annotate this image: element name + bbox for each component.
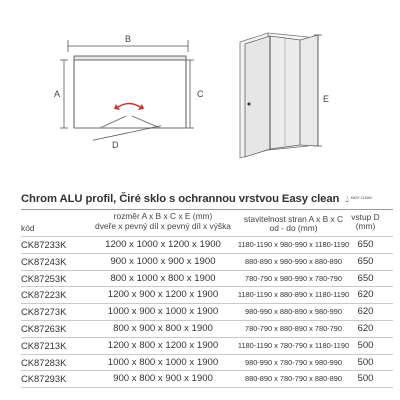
cell-inlet: 500 xyxy=(357,373,374,385)
water-drop-icon: 💧︎ xyxy=(345,193,349,204)
cell-inlet: 650 xyxy=(357,239,374,250)
cell-code: CK87263K xyxy=(21,322,67,334)
label-e: E xyxy=(323,94,330,104)
cell-adjust: 1180-1190 x 780-790 x 1180-1190 xyxy=(237,340,350,350)
easy-clean-badge xyxy=(345,193,372,204)
cell-dims: 1000 x 900 x 1000 x 1900 xyxy=(107,306,219,318)
cell-code: CK87273K xyxy=(21,306,67,318)
spec-table xyxy=(21,209,393,388)
cell-adjust: 780-790 x 980-990 x 780-790 xyxy=(245,273,342,283)
table-header xyxy=(21,209,393,236)
label-c: C xyxy=(197,89,204,99)
cell-code: CK87253K xyxy=(21,272,67,284)
table-heading xyxy=(21,190,391,208)
table-row xyxy=(21,236,393,253)
easy-clean-badge-text: EASY CLEAN xyxy=(350,196,372,201)
cell-code: CK87293K xyxy=(21,373,67,385)
table-row xyxy=(21,337,393,354)
table-row xyxy=(21,303,393,320)
cell-dims: 1000 x 800 x 1000 x 1900 xyxy=(107,356,219,368)
cell-dims: 1200 x 1000 x 1200 x 1900 xyxy=(105,239,221,250)
header-inlet-line1: vstup D xyxy=(351,212,380,222)
cell-inlet: 620 xyxy=(357,289,374,301)
cell-adjust: 980-990 x 880-890 x 980-990 xyxy=(245,307,342,317)
cell-dims: 800 x 900 x 800 x 1900 xyxy=(113,322,213,334)
header-code: kód xyxy=(21,223,35,233)
cell-adjust: 1180-1190 x 980-990 x 1180-1190 xyxy=(237,240,350,249)
table-row xyxy=(21,320,393,337)
cell-code: CK87243K xyxy=(21,255,67,267)
table-row xyxy=(21,253,393,270)
cell-inlet: 500 xyxy=(357,339,374,351)
cell-adjust: 980-990 x 780-790 x 980-990 xyxy=(245,357,342,367)
cell-dims: 900 x 1000 x 900 x 1900 xyxy=(110,255,216,267)
header-dims-line1: rozměr A x B x C x E (mm) xyxy=(113,211,213,221)
cell-dims: 1200 x 800 x 1200 x 1900 xyxy=(107,339,219,351)
shower-diagram xyxy=(0,0,400,175)
cell-inlet: 650 xyxy=(357,272,374,284)
cell-inlet: 500 xyxy=(357,356,374,368)
cell-dims: 800 x 1000 x 800 x 1900 xyxy=(110,272,216,284)
cell-adjust: 880-890 x 780-790 x 880-890 xyxy=(245,374,342,384)
header-adjust-line2: od - do (mm) xyxy=(269,223,318,233)
cell-dims: 1200 x 900 x 1200 x 1900 xyxy=(107,289,219,301)
table-row xyxy=(21,286,393,303)
table-row xyxy=(21,354,393,371)
cell-code: CK87223K xyxy=(21,289,67,301)
table-row xyxy=(21,270,393,287)
cell-adjust: 780-790 x 880-890 x 780-790 xyxy=(245,323,342,333)
label-b: B xyxy=(125,34,132,44)
label-d: D xyxy=(112,140,119,150)
table-row xyxy=(21,370,393,388)
cell-code: CK87233K xyxy=(21,239,67,250)
3d-enclosure-drawing xyxy=(0,0,400,175)
cell-inlet: 650 xyxy=(357,255,374,267)
cell-adjust: 880-890 x 980-990 x 880-890 xyxy=(245,256,342,266)
header-adjust-line1: stavitelnost stran A x B x C xyxy=(243,214,344,224)
table-title: Chrom ALU profil, Čiré sklo s ochrannou vrstvou Easy clean xyxy=(21,193,340,205)
cell-adjust: 1180-1190 x 880-890 x 1180-1190 xyxy=(237,290,350,300)
label-a: A xyxy=(54,89,61,99)
header-inlet-line2: (mm) xyxy=(355,221,376,231)
header-dims-line2: dveře x pevný díl x pevný díl x výška xyxy=(95,221,231,231)
cell-inlet: 620 xyxy=(357,306,374,318)
cell-inlet: 620 xyxy=(357,322,374,334)
cell-code: CK87213K xyxy=(21,339,67,351)
cell-code: CK87283K xyxy=(21,356,67,368)
cell-dims: 900 x 800 x 900 x 1900 xyxy=(113,373,213,385)
